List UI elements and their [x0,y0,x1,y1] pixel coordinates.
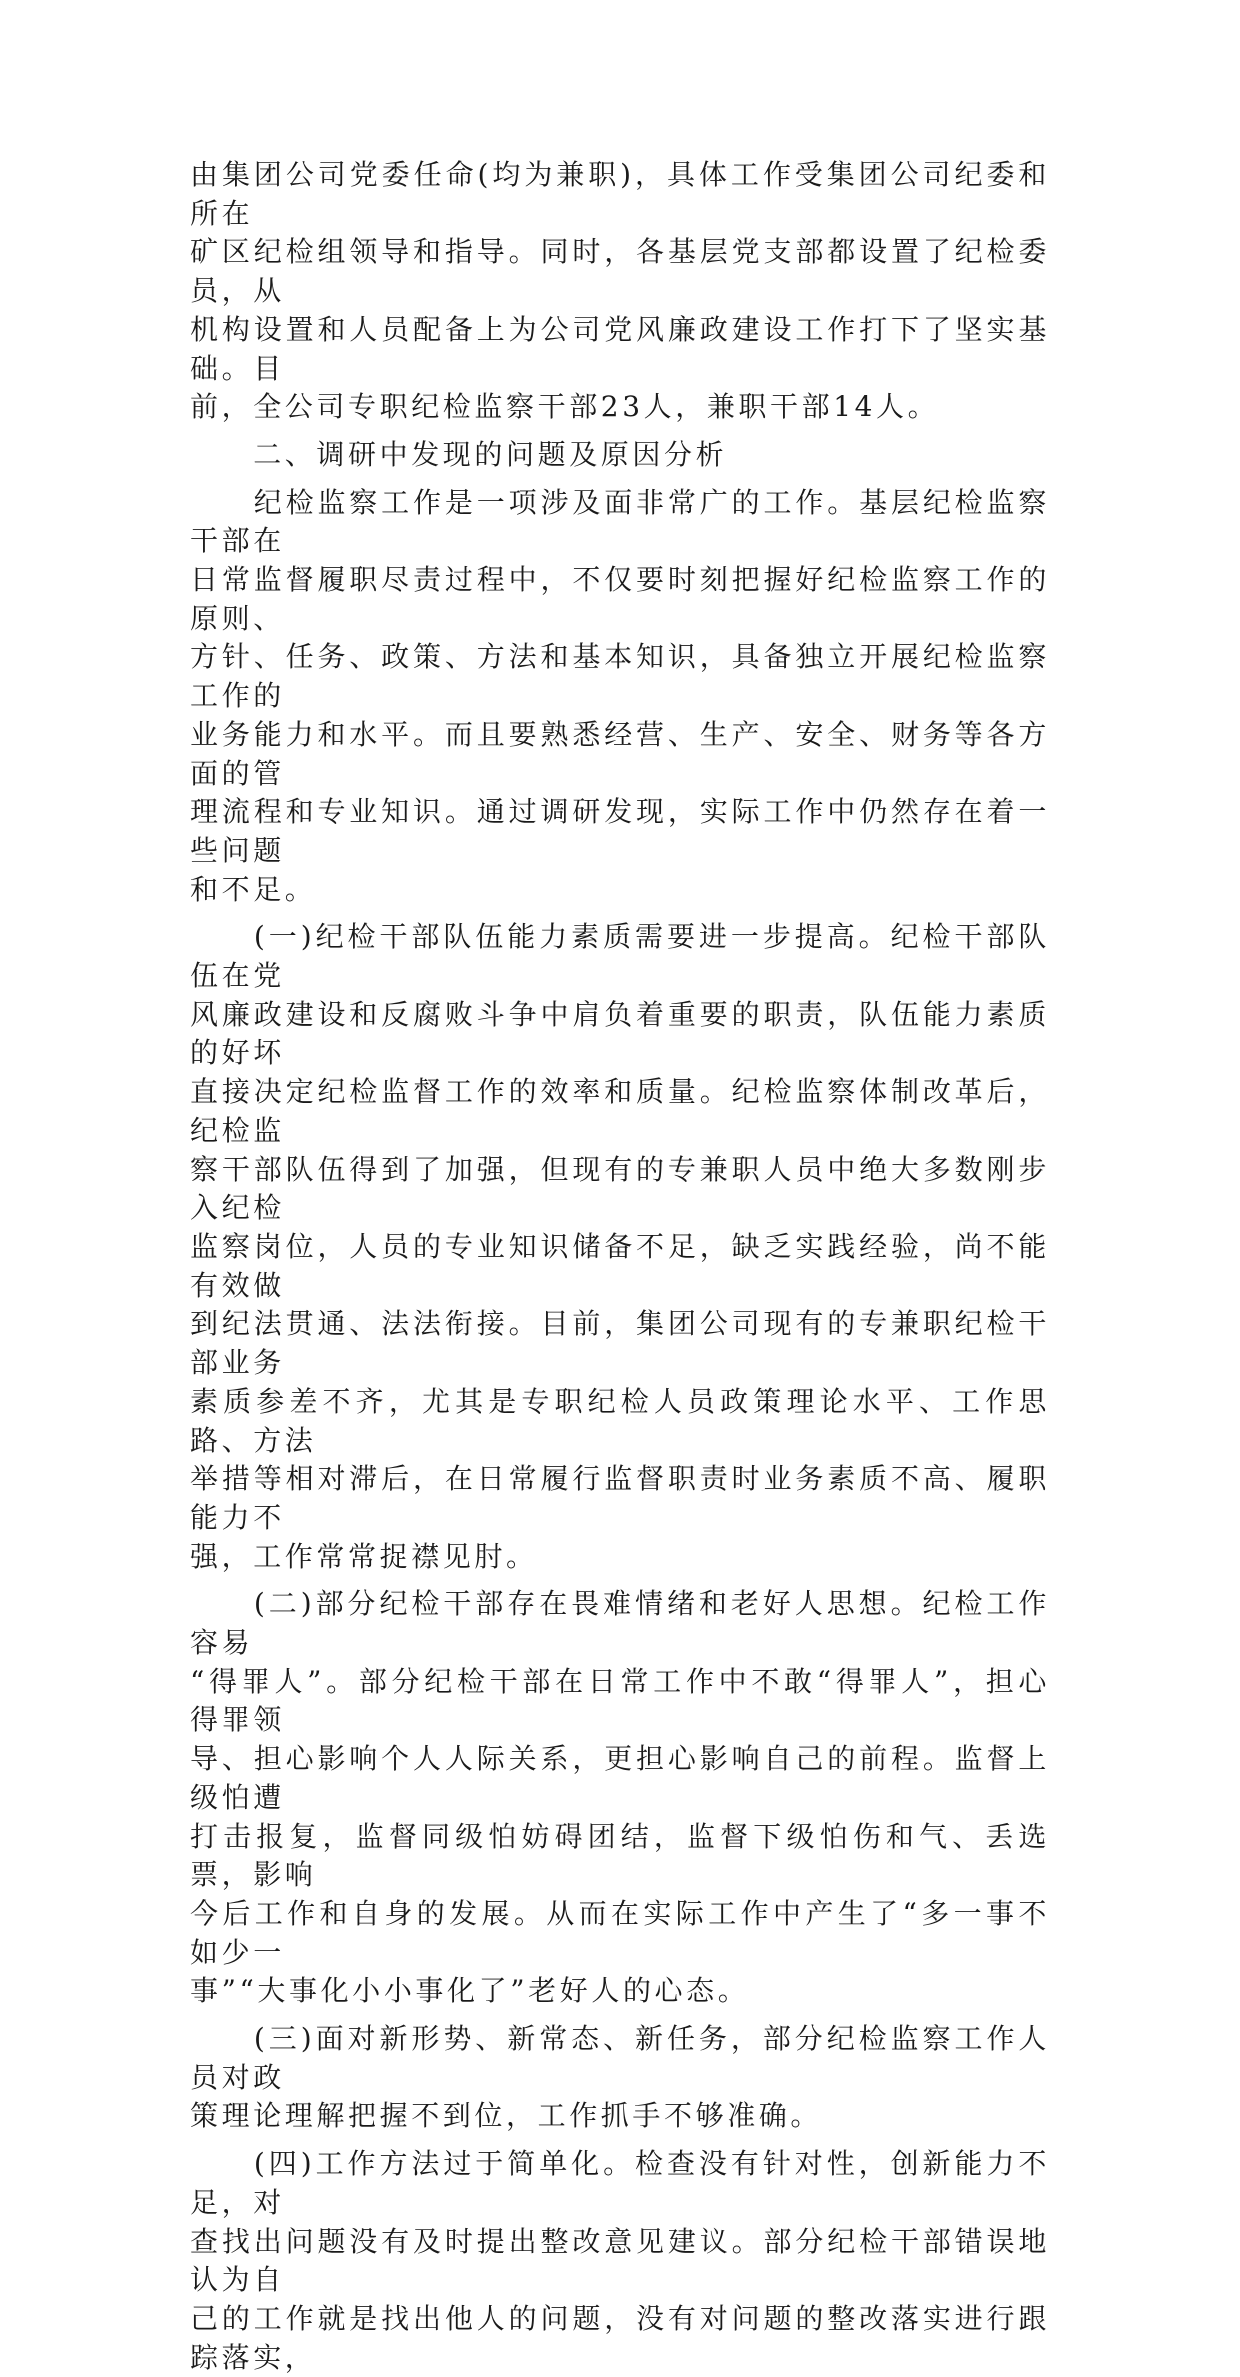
paragraph-problem-2: (二)部分纪检干部存在畏难情绪和老好人思想。纪检工作容易 “得罪人”。部分纪检干部在日常工作中不敢“得罪人”，担心得罪领 导、担心影响个人人际关系，更担心影响自己的前程。监督上级怕遭 打击报复，监督同级怕妨碍团结，监督下级怕伤和气、丢选票，影响 今后工作和自身的发展。从而在实际工作中产生了“多一事不如少一 事”“大事化小小事化了”老好人的心态。 [190,1587,1050,2008]
paragraph-problem-3: (三)面对新形势、新常态、新任务，部分纪检监察工作人员对政 策理论理解把握不到位，工作抓手不够准确。 [190,2022,1050,2133]
paragraph-problems-intro: 纪检监察工作是一项涉及面非常广的工作。基层纪检监察干部在 日常监督履职尽责过程中，不仅要时刻把握好纪检监察工作的原则、 方针、任务、政策、方法和基本知识，具备独立开展纪检监察工作的 业务能力和水平。而且要熟悉经营、生产、安全、财务等各方面的管 理流程和专业知识。通过调研发现，实际工作中仍然存在着一些问题 和不足。 [190,485,1050,906]
section-heading-problems: 二、调研中发现的问题及原因分析 [190,437,728,471]
paragraph-problem-4: (四)工作方法过于简单化。检查没有针对性，创新能力不足，对 查找出问题没有及时提出整改意见建议。部分纪检干部错误地认为自 己的工作就是找出他人的问题，没有对问题的整改落实进行跟踪落实， [190,2147,1050,2374]
paragraph-staffing-summary: 由集团公司党委任命(均为兼职)，具体工作受集团公司纪委和所在 矿区纪检组领导和指导。同时，各基层党支部都设置了纪检委员，从 机构设置和人员配备上为公司党风廉政建设工作打下了坚实基础。目 前，全公司专职纪检监察干部23人，兼职干部14人。 [190,158,1050,424]
document-body [190,156,1050,2377]
paragraph-problem-1: (一)纪检干部队伍能力素质需要进一步提高。纪检干部队伍在党 风廉政建设和反腐败斗争中肩负着重要的职责，队伍能力素质的好坏 直接决定纪检监督工作的效率和质量。纪检监察体制改革后，纪检监 察干部队伍得到了加强，但现有的专兼职人员中绝大多数刚步入纪检 监察岗位，人员的专业知识储备不足，缺乏实践经验，尚不能有效做 到纪法贯通、法法衔接。目前，集团公司现有的专兼职纪检干部业务 素质参差不齐，尤其是专职纪检人员政策理论水平、工作思路、方法 举措等相对滞后，在日常履行监督职责时业务素质不高、履职能力不 强，工作常常捉襟见肘。 [190,920,1050,1573]
